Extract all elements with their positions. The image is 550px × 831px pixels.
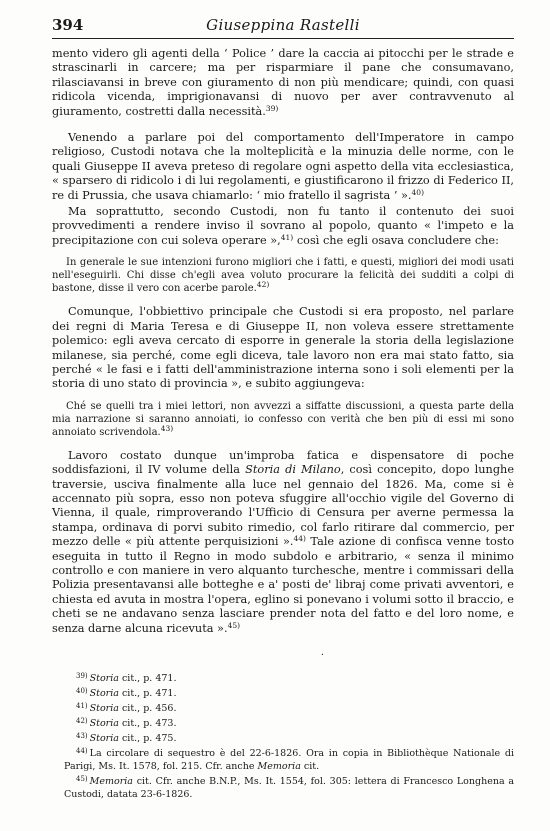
paragraph-objective: Comunque, l'obbiettivo principale che Custodi si era proposto, nel parlare dei regni di Maria Teresa e di Giuseppe II, non voleva essere strettamente polemico: egli aveva cercato di esporre in generale la storia della legislazione milanese, sia perché, come egli diceva, tale lavoro non era mai stato fatto, sia perché « le fasi e i fatti dell'amministrazione interna sono i soli elementi per la storia di uno stato di provincia », e subito aggiungeva: <box>52 305 514 391</box>
footnote: $^{41)}$ Storia cit., p. 456. <box>76 702 177 714</box>
paragraph-volume: Lavoro costato dunque un'improba fatica e dispensatore di poche soddisfazioni, il IV volume della Storia di Milano, così concepito, dopo lunghe traversie, usciva finalmente alla luce nel gennaio del 1826. Ma, come si è accennato più sopra, esso non poteva sfuggire all'occhio vigile del Governo di Vienna, il quale, rimproverando l'Ufficio di Censura per averne permessa la stampa, ordinava di porvi subito rimedio, col farlo ritirare dal commercio, per mezzo delle « più attente perquisizioni ».$^{44)}$ Tale azione di confisca venne tosto eseguita in tutto il Regno in modo subdolo e arbitrario, « senza il minimo controllo e con maniere in vero alquanto turchesche, mentre i commissari della Polizia presentavansi alle botteghe e a' posti de' libraj come privati avventori, e chiesta ed avuta in mostra l'opera, eglino si ponevano i volumi sotto il braccio, e cheti se ne andavano senza lasciare prender nota del fatto e del loro nome, e senza darne alcuna ricevuta ».$^{45)}$ <box>52 448 515 635</box>
note-ref: 44) <box>293 534 306 544</box>
block-quote: Ché se quelli tra i miei lettori, non avvezzi a siffatte discussioni, a questa parte della mia narrazione si saranno annoiati, io confesso con verità che ben più di essi mi sono annoiato scrivendola.$^{43)}$ <box>52 400 514 438</box>
footnote: $^{42)}$ Storia cit., p. 473. <box>76 717 177 729</box>
block-quote: In generale le sue intenzioni furono migliori che i fatti, e questi, migliori dei modi usati nell'eseguirli. Chi disse ch'egli avea voluto procurare la felicità dei sudditi a colpi di bastone, disse il vero con acerbe parole.$^{42)}$ <box>52 257 514 295</box>
paragraph-religion: Venendo a parlare poi del comportamento dell'Imperatore in campo religioso, Custodi notava che la molteplicità e la minuzia delle norme, con le quali Giuseppe II aveva preteso di regolare ogni aspetto della vita ecclesiastica, « sparsero di ridicolo i di lui regolamenti, e giustificarono il frizzo di Federico II, re di Prussia, che usava chiamarlo: ‘ mio fratello il sagrista ’ ».$^{40)}$ <box>52 131 514 202</box>
note-ref: 41) <box>280 232 294 242</box>
page-number: 394 <box>52 16 84 34</box>
note-ref: 45) <box>227 620 241 630</box>
footnote: $^{44)}$ La circolare di sequestro è del 22-6-1826. Ora in copia in Bibliothèque Nationale di Parigi, Ms. It. 1578, fol. 215. Cfr. anche Memoria cit. <box>64 747 514 772</box>
running-title: Giuseppina Rastelli <box>206 16 360 34</box>
note-ref: 39) <box>265 103 279 113</box>
footnote: $^{39)}$ Storia cit., p. 471. <box>76 672 177 684</box>
footnotes <box>52 670 514 801</box>
book-title: Storia di Milano <box>245 463 341 477</box>
paragraph-custodi: Ma soprattutto, secondo Custodi, non fu tanto il contenuto dei suoi provvedimenti a rendere inviso il sovrano al popolo, quanto « l'impeto e la precipitazione con cui soleva operare »,$^{41)}$ così che egli osava concludere che: <box>52 205 514 247</box>
footnote: $^{43)}$ Storia cit., p. 475. <box>76 732 177 744</box>
footnote-separator <box>52 650 514 662</box>
footnote: $^{45)}$ Memoria cit. Cfr. anche B.N.P., Ms. It. 1554, fol. 305: lettera di Francesco Longhena a Custodi, datata 23-6-1826. <box>64 775 514 800</box>
dot-mark: · <box>320 650 324 661</box>
footnote: $^{40)}$ Storia cit., p. 471. <box>76 687 177 699</box>
note-ref: 43) <box>160 423 174 433</box>
paragraph-continued: mento videro gli agenti della ‘ Police ’ dare la caccia ai pitocchi per le strade e strascinarli in carcere; ma per risparmiare il pane che consumavano, rilasciavansi in breve con giuramento di non più mendicare; quindi, con quasi ridicola vicenda, imprigionavansi di nuovo per aver contravvenuto al giuramento, costretti dalla necessità.$^{39)}$ <box>52 47 514 118</box>
note-ref: 40) <box>411 187 425 197</box>
page-header <box>52 16 514 39</box>
note-ref: 42) <box>256 280 270 290</box>
